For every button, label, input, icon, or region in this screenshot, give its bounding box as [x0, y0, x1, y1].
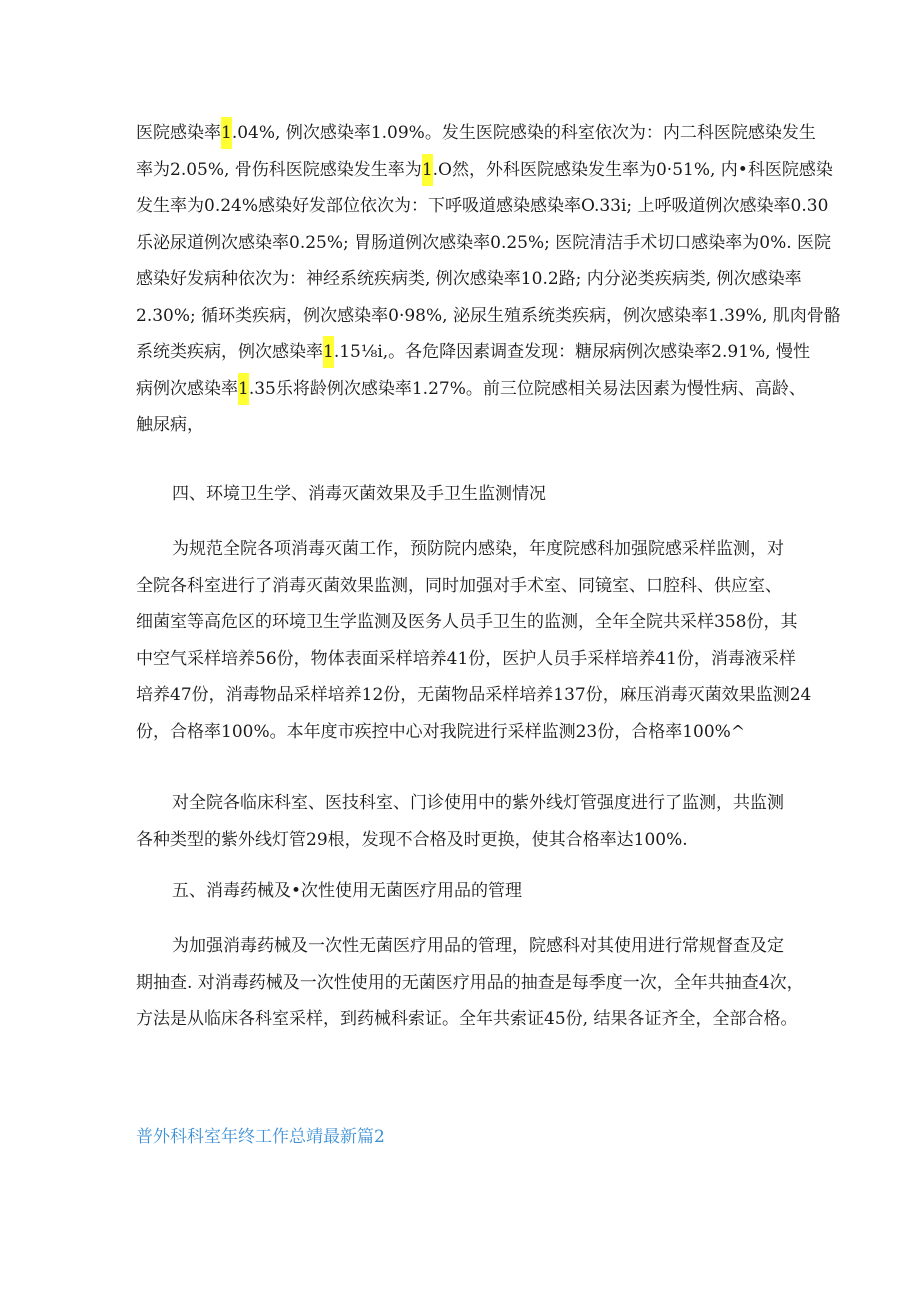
section-heading-5: 五、消毒药械及•次性使用无菌医疗用品的管理 [172, 881, 523, 901]
text-line: 发生率为0.24%感染好发部位依次为：下呼吸道感染感染率O.33i; 上呼吸道例次感染率0.30 [136, 196, 829, 216]
text-line: 各种类型的紫外线灯管29根，发现不合格及时更换，使其合格率达100%. [136, 829, 688, 850]
highlight-mark: 1 [323, 336, 334, 368]
text-line: 全院各科室进行了消毒灭菌效果监测，同时加强对手术室、同镜室、口腔科、供应室、 [136, 575, 782, 596]
text-line: 乐泌尿道例次感染率0.25%; 胃肠道例次感染率0.25%; 医院清洁手术切口感染率为0%. 医院 [136, 232, 832, 253]
highlight-mark: 1 [238, 373, 249, 405]
text-line: 为规范全院各项消毒灭菌工作，预防院内感染，年度院感科加强院感采样监测，对 [172, 539, 784, 559]
text-line: 中空气采样培养56份，物体表面采样培养41份，医护人员手采样培养41份，消毒液采样 [136, 648, 796, 669]
text-line: 感染好发病种依次为：神经系统疾病类, 例次感染率10.2路; 内分泌类疾病类, 例次感染率 [136, 269, 802, 289]
text-line: 期抽查. 对消毒药械及一次性使用的无菌医疗用品的抽查是每季度一次，全年共抽查4次， [136, 972, 804, 993]
next-article-link[interactable]: 普外科科室年终工作总靖最新篇2 [136, 1127, 385, 1147]
text-line: 率为2.05%, 骨伤科医院感染发生率为1.O然，外科医院感染发生率为0·51%, 内•科医院感染 [136, 152, 796, 189]
text-line: 病例次感染率1.35乐将龄例次感染率1.27%。前三位院感相关易法因素为慢性病、高龄、 [136, 371, 796, 408]
text-line: 触尿病， [136, 415, 204, 435]
text-line: 培养47份，消毒物品采样培养12份，无菌物品采样培养137份，麻压消毒灭菌效果监测24 [136, 685, 812, 705]
text-line: 方法是从临床各科室采样，到药械科索证。全年共索证45份, 结果各证齐全，全部合格。 [136, 1009, 798, 1029]
paragraph-uv-lamp-monitoring [136, 785, 796, 858]
paragraph-sterile-supplies [136, 928, 804, 1038]
text-line: 医院感染率1.04%, 例次感染率1.09%。发生医院感染的科室依次为：内二科医院感染发生 [136, 115, 796, 152]
text-line: 对全院各临床科室、医技科室、门诊使用中的紫外线灯管强度进行了监测，共监测 [172, 793, 784, 813]
section-heading-4: 四、环境卫生学、消毒灭菌效果及手卫生监测情况 [172, 484, 546, 504]
text-line: 为加强消毒药械及一次性无菌医疗用品的管理，院感科对其使用进行常规督查及定 [172, 936, 784, 956]
highlight-mark: 1 [422, 154, 433, 186]
text-line: 细菌室等高危区的环境卫生学监测及医务人员手卫生的监测，全年全院共采样358份，其 [136, 612, 798, 632]
text-line: 系统类疾病，例次感染率1.15⅛i,。各危降因素调查发现：糖尿病例次感染率2.91%, 慢性 [136, 334, 796, 371]
paragraph-disinfection-monitoring [136, 531, 812, 750]
highlight-mark: 1 [221, 117, 232, 149]
paragraph-infection-rates [136, 115, 841, 444]
text-line: 2.30%; 循环类疾病，例次感染率0·98%, 泌尿生殖系统类疾病，例次感染率1.39%, 肌肉骨骼 [136, 305, 841, 326]
text-line: 份，合格率100%。本年度市疾控中心对我院进行采样监测23份，合格率100%^ [136, 721, 746, 742]
